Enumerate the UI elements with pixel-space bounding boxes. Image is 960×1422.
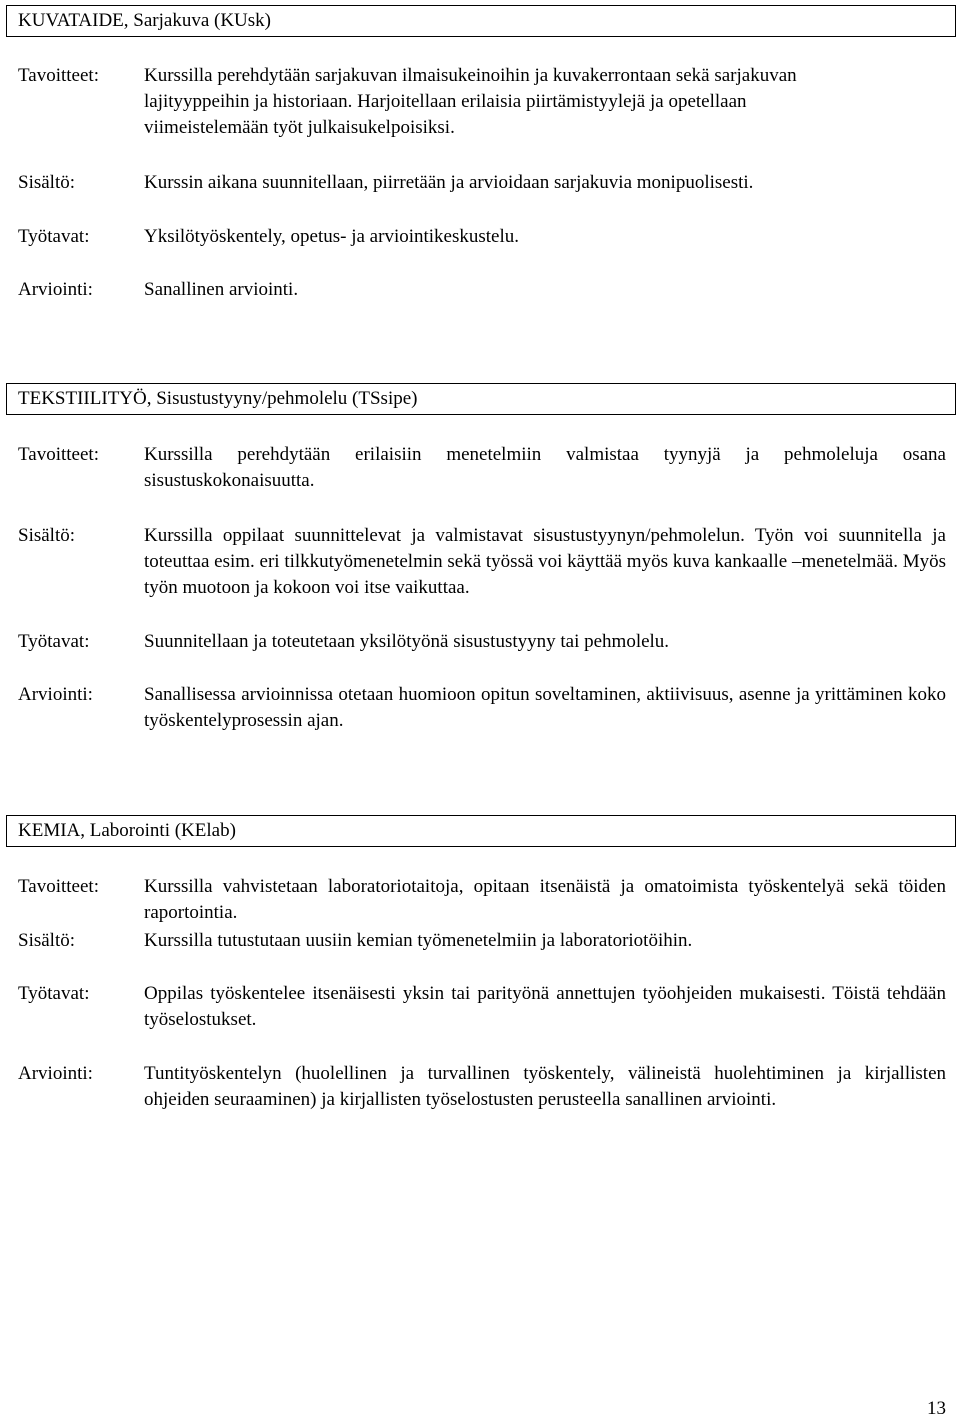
row-text: Kurssin aikana suunnitellaan, piirretään ja arvioidaan sarjakuvia monipuolisesti. (144, 172, 754, 193)
row-text: Kurssilla vahvistetaan laboratoriotaitoja, opitaan itsenäistä ja omatoimista työskentelyä sekä töiden raportointia. (144, 876, 946, 923)
page-number: 13 (927, 1398, 946, 1419)
row-label: Työtavat: (18, 226, 90, 247)
row-text: Sanallinen arviointi. (144, 279, 299, 300)
row-label: Sisältö: (18, 525, 76, 546)
section-heading-tekstiilityo: TEKSTIILITYÖ, Sisustustyyny/pehmolelu (TSsipe) (6, 383, 956, 415)
row-text: Kurssilla oppilaat suunnittelevat ja valmistavat sisustustyynyn/pehmolelun. Työn voi suunnitella ja toteuttaa esim. eri tilkkutyömenetelmin sekä työssä voi käyttää myös kuva kankaalle –menetelmää. Myös työn muotoon ja kokoon voi itse vaikuttaa. (144, 525, 947, 598)
row-label: Työtavat: (18, 631, 90, 652)
row-label: Arviointi: (18, 1063, 93, 1084)
row-text: Sanallisessa arvioinnissa otetaan huomioon opitun soveltaminen, aktiivisuus, asenne ja yrittäminen koko työskentelyprosessin ajan. (144, 684, 946, 731)
row-text: Oppilas työskentelee itsenäisesti yksin tai parityönä annettujen työohjeiden mukaisesti. Töistä tehdään työselostukset. (144, 983, 946, 1030)
row-label: Arviointi: (18, 279, 93, 300)
row-text: Tuntityöskentelyn (huolellinen ja turvallinen työskentely, välineistä huolehtiminen ja kirjallisten ohjeiden seuraaminen) ja kirjallisten työselostusten perusteella sanallinen arviointi. (144, 1063, 946, 1110)
row-label: Tavoitteet: (18, 444, 99, 465)
section-heading-kuvataide: KUVATAIDE, Sarjakuva (KUsk) (6, 5, 956, 37)
row-text: Suunnitellaan ja toteutetaan yksilötyönä sisustustyyny tai pehmolelu. (144, 631, 670, 652)
row-label: Arviointi: (18, 684, 93, 705)
row-text: Yksilötyöskentely, opetus- ja arviointikeskustelu. (144, 226, 520, 247)
row-label: Sisältö: (18, 930, 76, 951)
row-label: Tavoitteet: (18, 65, 99, 86)
row-text: Kurssilla perehdytään erilaisiin menetelmiin valmistaa tyynyjä ja pehmoleluja osana sisustuskokonaisuutta. (144, 444, 946, 491)
row-text: Kurssilla perehdytään sarjakuvan ilmaisukeinoihin ja kuvakerrontaan sekä sarjakuvan lajityyppeihin ja historiaan. Harjoitellaan erilaisia piirtämistyylejä ja opetellaan viimeistelemään työt julkaisukelpoisiksi. (144, 65, 797, 138)
row-label: Sisältö: (18, 172, 76, 193)
row-label: Työtavat: (18, 983, 90, 1004)
row-text: Kurssilla tutustutaan uusiin kemian työmenetelmiin ja laboratoriotöihin. (144, 930, 693, 951)
section-heading-kemia: KEMIA, Laborointi (KElab) (6, 815, 956, 847)
row-label: Tavoitteet: (18, 876, 99, 897)
